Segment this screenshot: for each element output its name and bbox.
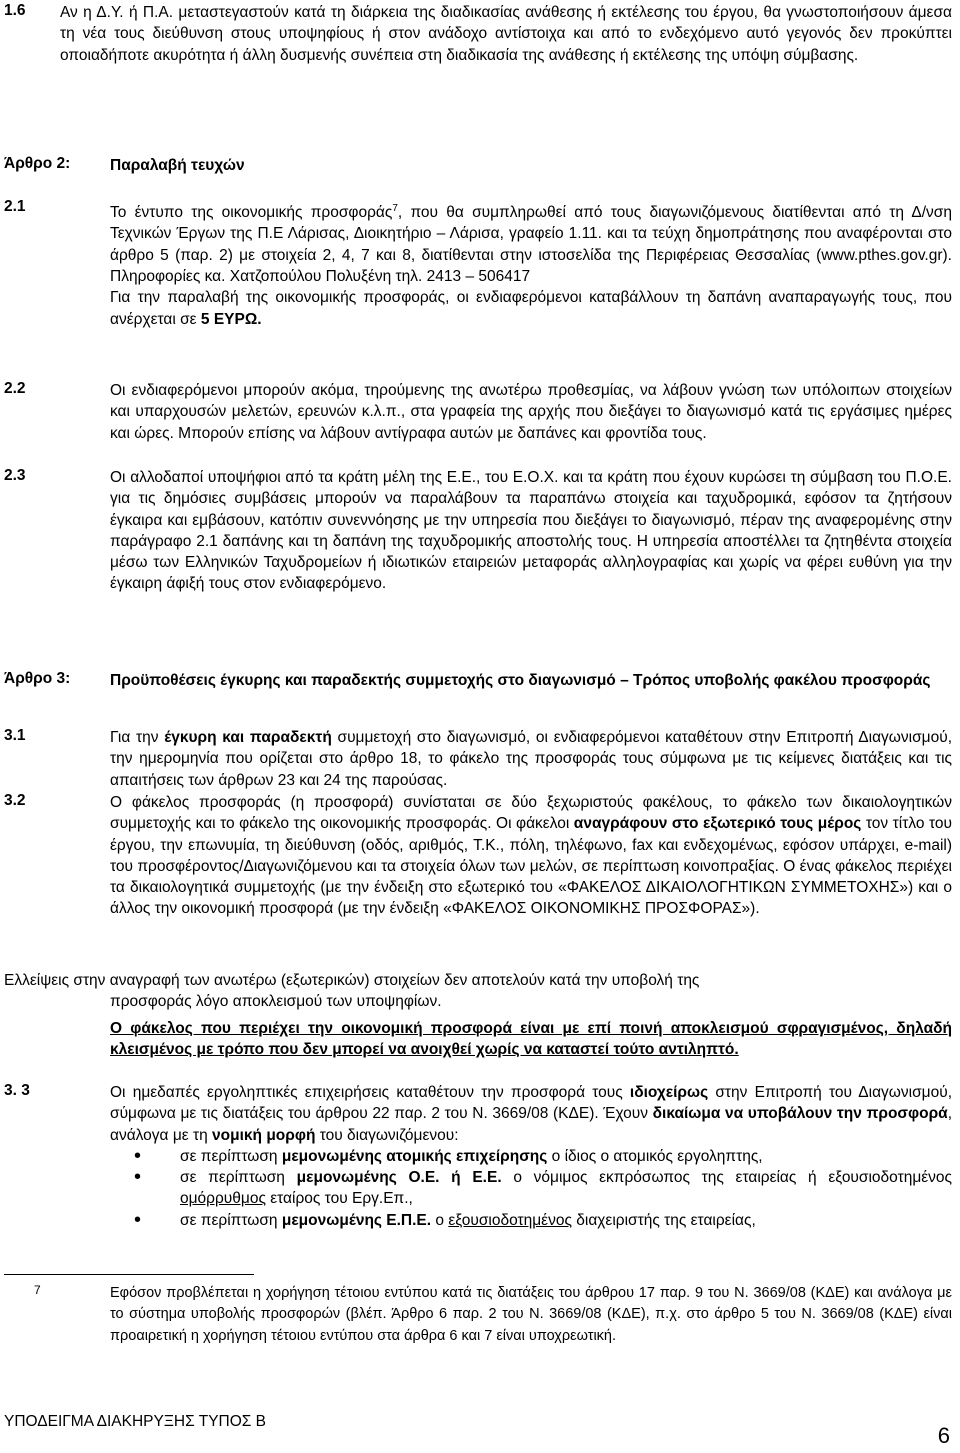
article-title: Παραλαβή τευχών <box>110 157 245 174</box>
document-page: 1.6 Αν η Δ.Υ. ή Π.Α. μεταστεγαστούν κατά τη διάρκεια της διαδικασίας ανάθεσης ή εκτέλεσης του έργου, θα γνωστοποιήσουν άμεσα τη νέα τους διεύθυνση στους υποψηφίους ή στον ανάδοχο αντίστοιχα και από το ενδεχόμενο αυτό γεγονός δεν προκύπτει οποιαδήποτε ακυρότητα ή άλλη δυσμενής συνέπεια στη διαδικασία της ανάθεσης ή εκτέλεσης της υπόψη σύμβασης. Άρθρο 2: Παραλαβή τευχών 2.1 Το έντυπο της οικονομικής προσφοράς$^7$, που θα συμπληρωθεί από τους διαγωνιζόμενους διατίθενται από τη Δ/νση Τεχνικών Έργων της Π.Ε Λάρισας, Διοικητήριο – Λάρισα, γραφείο 1.11. και τα τεύχη δημοπράτησης που αναφέρονται στο άρθρο 5 (παρ. 2) με στοιχεία 2, 4, 7 και 8, διατίθενται στην ιστοσελίδα της Περιφέρειας Θεσσαλίας (www.pthes.gov.gr). Πληροφορίες κα. Χατζοπούλου Πολυξένη τηλ. 2413 – 506417 Για την παραλαβή της οικονομικής προσφοράς, οι ενδιαφερόμενοι καταβάλλουν τη δαπάνη αναπαραγωγής τους, που ανέρχεται σε 5 ΕΥΡΩ. 2.2 Οι ενδιαφερόμενοι μπορούν ακόμα, τηρούμενης της ανωτέρω προθεσμίας, να λάβουν γνώση των υπόλοιπων στοιχείων και υπαρχουσών μελετών, ερευνών κ.λ.π., στα γραφεία της αρχής που διεξάγει το διαγωνισμό κατά τις εργάσιμες ημέρες και ώρες. Μπορούν επίσης να λάβουν αντίγραφα αυτών με δαπάνες και φροντίδα τους. 2.3 Οι αλλοδαποί υποψήφιοι από τα κράτη μέλη της Ε.Ε., του Ε.Ο.Χ. και τα κράτη που έχουν κυρώσει τη σύμβαση του Π.Ο.Ε. για τις δημόσιες συμβάσεις μπορούν να παραλάβουν τα παραπάνω στοιχεία και ταχυδρομικά, εφόσον τα ζητήσουν έγκαιρα και εμβάσουν, κατόπιν συνεννόησης με την υπηρεσία που διεξάγει το διαγωνισμό, πέραν της αναφερομένης στην παράγραφο 2.1 δαπάνης και τη δαπάνη της ταχυδρομικής αποστολής τους. Η υπηρεσία αποστέλλει τα ζητηθέντα στοιχεία μέσω των Ελληνικών Ταχυδρομείων ή ιδιωτικών εταιρειών μεταφοράς αλληλογραφίας και χωρίς να φέρει ευθύνη για την έγκαιρη άφιξή τους στον ενδιαφερόμενο. Άρθρο 3: Προϋποθέσεις έγκυρης και παραδεκτής συμμετοχής στο διαγωνισμό – Τρόπος υποβολής φακέλου προσφοράς 3.1 Για την έγκυρη και παραδεκτή συμμετοχή στο διαγωνισμό, οι ενδιαφερόμενοι καταθέτουν στην Επιτροπή Διαγωνισμού, την ημερομηνία που ορίζεται στο άρθρο 18, το φάκελο της προσφοράς τους σύμφωνα με τις κείμενες διατάξεις και τις απαιτήσεις των άρθρων 23 και 24 της παρούσας. 3.2 Ο φάκελος προσφοράς (η προσφορά) συνίσταται σε δύο ξεχωριστούς φακέλους, το φάκελο των δικαιολογητικών συμμετοχής και το φάκελο της οικονομικής προσφοράς. Οι φάκελοι αναγράφουν στο εξωτερικό τους μέρος τον τίτλο του έργου, την επωνυμία, τη διεύθυνση (οδός, αριθμός, Τ.Κ., πόλη, τηλέφωνο, fax και ενδεχομένως, εφόσον υπάρχει, e-mail) του προσφέροντος/Διαγωνιζόμενου και τα στοιχεία όλων των μελών, σε περίπτωση κοινοπραξίας. Ο ένας φάκελος περιέχει τα δικαιολογητικά συμμετοχής (με την ένδειξη στο εξωτερικό του «ΦΑΚΕΛΟΣ ΔΙΚΑΙΟΛΟΓΗΤΙΚΩΝ ΣΥΜΜΕΤΟΧΗΣ») και ο άλλος την οικονομική προσφορά (με την ένδειξη «ΦΑΚΕΛΟΣ ΟΙΚΟΝΟΜΙΚΗΣ ΠΡΟΣΦΟΡΑΣ»). Ελλείψεις στην αναγραφή των ανωτέρω (εξωτερικών) στοιχείων δεν αποτελούν κατά την υποβολή της προσφοράς λόγο αποκλεισμού των υποψηφίων. Ο φάκελος που περιέχει την οικονομική προσφορά είναι με επί ποινή αποκλεισμού σφραγισμένος, δηλαδή κλεισμένος με τρόπο που δεν μπορεί να ανοιχθεί χωρίς να καταστεί τούτο αντιληπτό. 3. 3 Οι ημεδαπές εργοληπτικές επιχειρήσεις καταθέτουν την προσφορά τους ιδιοχείρως στην Επιτροπή του Διαγωνισμού, σύμφωνα με τις διατάξεις του άρθρου 22 παρ. 2 του Ν. 3669/08 (ΚΔΕ). Έχουν δικαίωμα να υποβάλουν την προσφορά, ανάλογα με τη νομική μορφή του διαγωνιζόμενου: • σε περίπτωση μεμονωμένης ατομικής επιχείρησης ο ίδιος ο ατομικός εργοληπτης, • σε περίπτωση μεμονωμένης Ο.Ε. ή Ε.Ε. ο νόμιμος εκπρόσωπος της εταιρείας ή εξουσιοδοτημένος ομόρρυθμος εταίρος του Εργ.Επ., • σε περίπτωση μεμονωμένης Ε.Π.Ε. ο εξουσιοδοτημένος διαχειριστής της εταιρείας, 7 Εφόσον προβλέπεται η χορήγηση τέτοιου εντύπου κατά τις διατάξεις του άρθρου 17 παρ. 9 του Ν. 3669/08 (ΚΔΕ) και ανάλογα με το σύστημα υποβολής προσφορών (βλέπ. Άρθρο 6 παρ. 2 του Ν. 3669/08 (ΚΔΕ), π.χ. στο άρθρο 5 του Ν. 3669/08 (ΚΔΕ) είναι προαιρετική η χορήγηση τέτοιου εντύπου στα άρθρα 6 και 7 είναι υποχρεωτική. ΥΠΟΔΕΙΓΜΑ ΔΙΑΚΗΡΥΞΗΣ ΤΥΠΟΣ Β 6 <box>0 0 960 1453</box>
paragraph-number: 2.1 <box>4 198 26 215</box>
paragraph-text: Οι ενδιαφερόμενοι μπορούν ακόμα, τηρούμενης της ανωτέρω προθεσμίας, να λάβουν γνώση των υπόλοιπων στοιχείων και υπαρχουσών μελετών, ερευνών κ.λ.π., στα γραφεία της αρχής που διεξάγει το διαγωνισμό κατά τις εργάσιμες ημέρες και ώρες. Μπορούν επίσης να λάβουν αντίγραφα αυτών με δαπάνες και φροντίδα τους. <box>110 382 952 442</box>
footnote-number: 7 <box>34 1283 41 1297</box>
article-title: Προϋποθέσεις έγκυρης και παραδεκτής συμμετοχής στο διαγωνισμό – Τρόπος υποβολής φακέλου προσφοράς <box>110 672 931 689</box>
paragraph-text: Οι ημεδαπές εργοληπτικές επιχειρήσεις καταθέτουν την προσφορά τους ιδιοχείρως στην Επιτροπή του Διαγωνισμού, σύμφωνα με τις διατάξεις του άρθρου 22 παρ. 2 του Ν. 3669/08 (ΚΔΕ). Έχουν δικαίωμα να υποβάλουν την προσφορά, ανάλογα με τη νομική μορφή του διαγωνιζόμενου: • σε περίπτωση μεμονωμένης ατομικής επιχείρησης ο ίδιος ο ατομικός εργοληπτης, • σε περίπτωση μεμονωμένης Ο.Ε. ή Ε.Ε. ο νόμιμος εκπρόσωπος της εταιρείας ή εξουσιοδοτημένος ομόρρυθμος εταίρος του Εργ.Επ., • σε περίπτωση μεμονωμένης Ε.Π.Ε. ο εξουσιοδοτημένος διαχειριστής της εταιρείας, <box>110 1082 952 1231</box>
list-item: • σε περίπτωση μεμονωμένης Ε.Π.Ε. ο εξουσιοδοτημένος διαχειριστής της εταιρείας, <box>110 1210 952 1231</box>
paragraph-text: Οι αλλοδαποί υποψήφιοι από τα κράτη μέλη της Ε.Ε., του Ε.Ο.Χ. και τα κράτη που έχουν κυρώσει τη σύμβαση του Π.Ο.Ε. για τις δημόσιες συμβάσεις μπορούν να παραλάβουν τα παραπάνω στοιχεία και ταχυδρομικά, εφόσον τα ζητήσουν έγκαιρα και εμβάσουν, κατόπιν συνεννόησης με την υπηρεσία που διεξάγει το διαγωνισμό, πέραν της αναφερομένης στην παράγραφο 2.1 δαπάνης και τη δαπάνη της ταχυδρομικής αποστολής τους. Η υπηρεσία αποστέλλει τα ζητηθέντα στοιχεία μέσω των Ελληνικών Ταχυδρομείων ή ιδιωτικών εταιρειών μεταφοράς αλληλογραφίας και χωρίς να φέρει ευθύνη για την έγκαιρη άφιξή τους στον ενδιαφερόμενο. <box>110 469 952 593</box>
paragraph-number: 3. 3 <box>4 1082 30 1099</box>
paragraph-number: 3.2 <box>4 792 26 809</box>
paragraph-number: 2.2 <box>4 380 26 397</box>
footnote-separator <box>4 1274 254 1275</box>
paragraph-number: 1.6 <box>4 2 26 19</box>
page-number: 6 <box>937 1423 950 1448</box>
footnote-text: Εφόσον προβλέπεται η χορήγηση τέτοιου εντύπου κατά τις διατάξεις του άρθρου 17 παρ. 9 του Ν. 3669/08 (ΚΔΕ) και ανάλογα με το σύστημα υποβολής προσφορών (βλέπ. Άρθρο 6 παρ. 2 του Ν. 3669/08 (ΚΔΕ), π.χ. στο άρθρο 5 του Ν. 3669/08 (ΚΔΕ) είναι προαιρετική η χορήγηση τέτοιου εντύπου στα άρθρα 6 και 7 είναι υποχρεωτική. <box>110 1285 952 1344</box>
price: 5 ΕΥΡΩ. <box>200 310 262 328</box>
paragraph-number: 2.3 <box>4 467 26 484</box>
footnote-ref: 7 <box>392 203 398 214</box>
paragraph-text: Αν η Δ.Υ. ή Π.Α. μεταστεγαστούν κατά τη διάρκεια της διαδικασίας ανάθεσης ή εκτέλεσης του έργου, θα γνωστοποιήσουν άμεσα τη νέα τους διεύθυνση στους υποψηφίους ή στον ανάδοχο αντίστοιχα και από το ενδεχόμενο αυτό γεγονός δεν προκύπτει οποιαδήποτε ακυρότητα ή άλλη δυσμενής συνέπεια στη διαδικασία της ανάθεσης ή εκτέλεσης της υπόψη σύμβασης. <box>60 4 952 64</box>
paragraph-number: 3.1 <box>4 727 26 744</box>
list-item: • σε περίπτωση μεμονωμένης ατομικής επιχείρησης ο ίδιος ο ατομικός εργοληπτης, <box>110 1146 952 1167</box>
submitter-list <box>110 1146 952 1231</box>
paragraph-text: Το έντυπο της οικονομικής προσφοράς$^7$, που θα συμπληρωθεί από τους διαγωνιζόμενους διατίθενται από τη Δ/νση Τεχνικών Έργων της Π.Ε Λάρισας, Διοικητήριο – Λάρισα, γραφείο 1.11. και τα τεύχη δημοπράτησης που αναφέρονται στο άρθρο 5 (παρ. 2) με στοιχεία 2, 4, 7 και 8, διατίθενται στην ιστοσελίδα της Περιφέρειας Θεσσαλίας (www.pthes.gov.gr). Πληροφορίες κα. Χατζοπούλου Πολυξένη τηλ. 2413 – 506417 Για την παραλαβή της οικονομικής προσφοράς, οι ενδιαφερόμενοι καταβάλλουν τη δαπάνη αναπαραγωγής τους, που ανέρχεται σε 5 ΕΥΡΩ. <box>110 203 952 328</box>
article-label: Άρθρο 3: <box>4 670 71 687</box>
paragraph-text: Για την έγκυρη και παραδεκτή συμμετοχή στο διαγωνισμό, οι ενδιαφερόμενοι καταθέτουν στην Επιτροπή Διαγωνισμού, την ημερομηνία που ορίζεται στο άρθρο 18, το φάκελο της προσφοράς τους σύμφωνα με τις κείμενες διατάξεις και τις απαιτήσεις των άρθρων 23 και 24 της παρούσας. <box>110 729 952 789</box>
list-item: • σε περίπτωση μεμονωμένης Ο.Ε. ή Ε.Ε. ο νόμιμος εκπρόσωπος της εταιρείας ή εξουσιοδοτημένος ομόρρυθμος εταίρος του Εργ.Επ., <box>110 1167 952 1210</box>
article-label: Άρθρο 2: <box>4 155 71 172</box>
footer-title: ΥΠΟΔΕΙΓΜΑ ΔΙΑΚΗΡΥΞΗΣ ΤΥΠΟΣ Β <box>4 1413 267 1430</box>
paragraph-text: Ο φάκελος προσφοράς (η προσφορά) συνίσταται σε δύο ξεχωριστούς φακέλους, το φάκελο των δικαιολογητικών συμμετοχής και το φάκελο της οικονομικής προσφοράς. Οι φάκελοι αναγράφουν στο εξωτερικό τους μέρος τον τίτλο του έργου, την επωνυμία, τη διεύθυνση (οδός, αριθμός, Τ.Κ., πόλη, τηλέφωνο, fax και ενδεχομένως, εφόσον υπάρχει, e-mail) του προσφέροντος/Διαγωνιζόμενου και τα στοιχεία όλων των μελών, σε περίπτωση κοινοπραξίας. Ο ένας φάκελος περιέχει τα δικαιολογητικά συμμετοχής (με την ένδειξη στο εξωτερικό του «ΦΑΚΕΛΟΣ ΔΙΚΑΙΟΛΟΓΗΤΙΚΩΝ ΣΥΜΜΕΤΟΧΗΣ») και ο άλλος την οικονομική προσφορά (με την ένδειξη «ΦΑΚΕΛΟΣ ΟΙΚΟΝΟΜΙΚΗΣ ΠΡΟΣΦΟΡΑΣ»). <box>110 794 952 918</box>
